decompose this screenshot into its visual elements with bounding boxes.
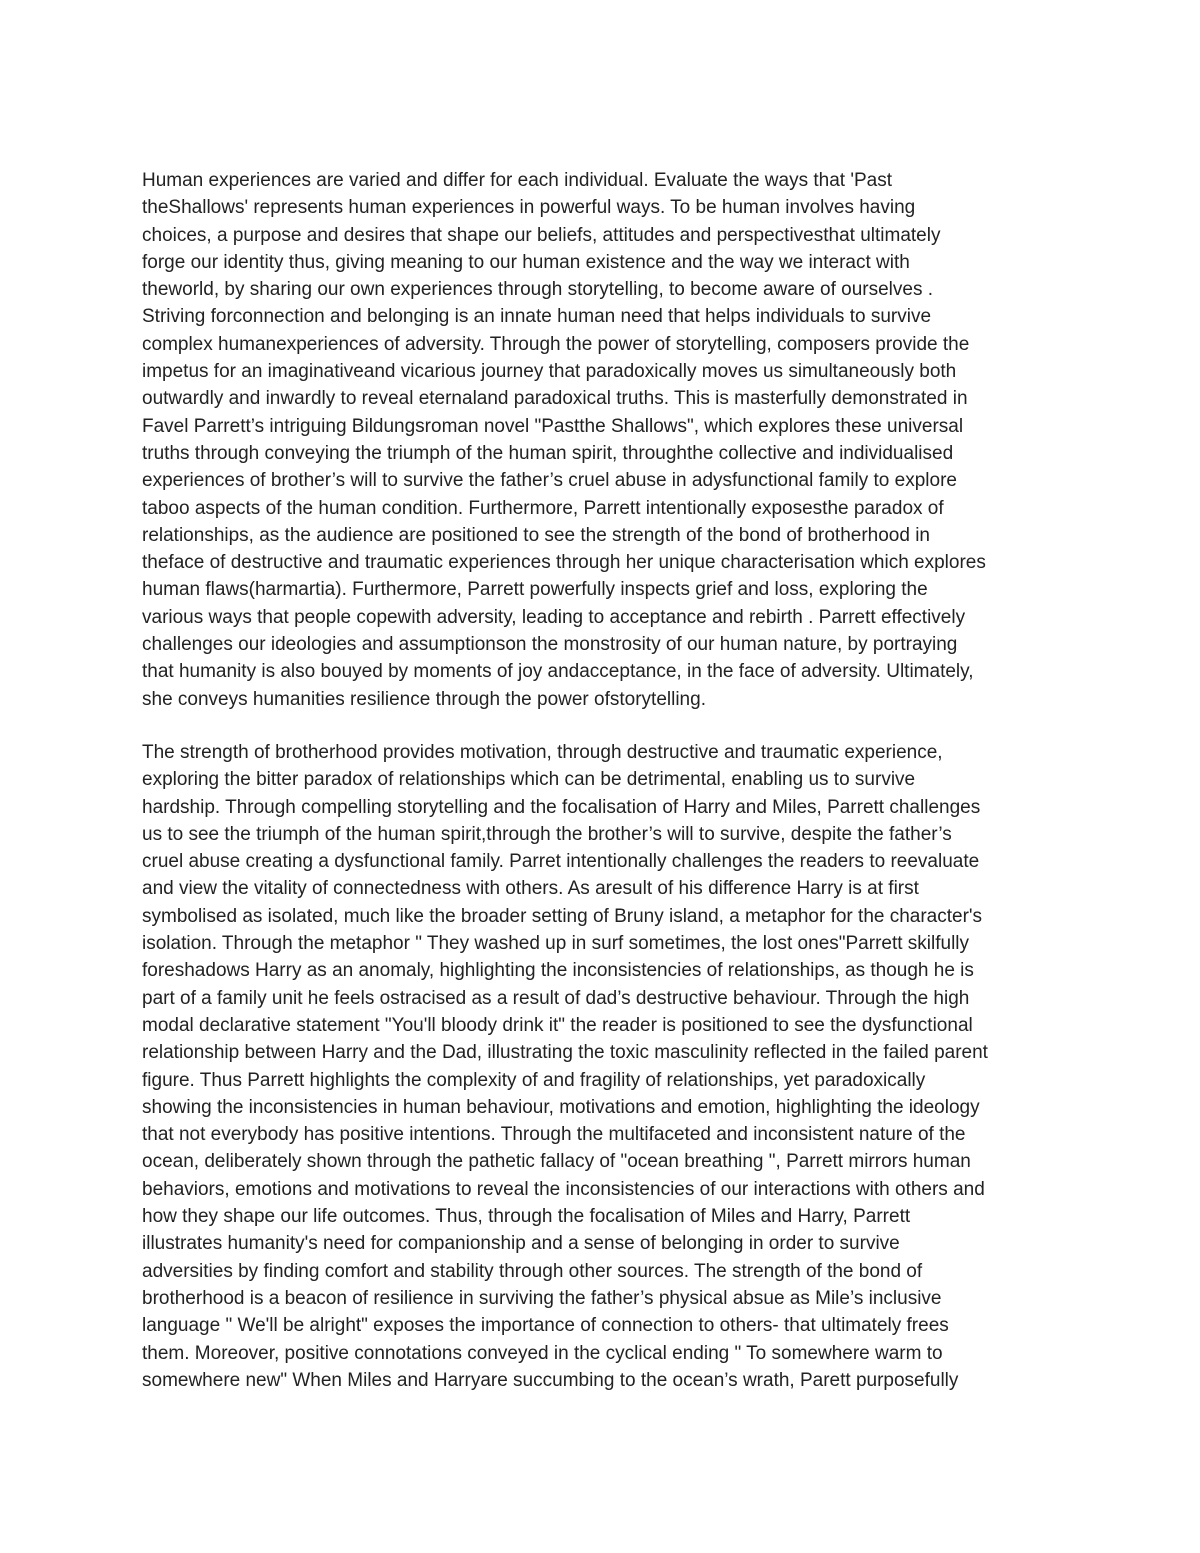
text-line: modal declarative statement "You'll bloody drink it" the reader is positioned to see the dysfunctional [142, 1014, 973, 1036]
text-line: various ways that people copewith adversity, leading to acceptance and rebirth . Parrett effectively [142, 606, 966, 628]
text-line: theworld, by sharing our own experiences through storytelling, to become aware of ourselves . [142, 279, 934, 301]
text-line: that not everybody has positive intentions. Through the multifaceted and inconsistent nature of the [142, 1124, 966, 1146]
text-line: and view the vitality of connectedness with others. As aresult of his difference Harry is at first [142, 878, 919, 900]
text-line: human flaws(harmartia). Furthermore, Parrett powerfully inspects grief and loss, exploring the [142, 579, 928, 601]
text-line: Human experiences are varied and differ for each individual. Evaluate the ways that 'Past [142, 170, 892, 191]
text-line: language " We'll be alright" exposes the importance of connection to others- that ultimately frees [142, 1315, 949, 1337]
text-line: foreshadows Harry as an anomaly, highlighting the inconsistencies of relationships, as though he is [142, 960, 974, 982]
text-line: how they shape our life outcomes. Thus, through the focalisation of Miles and Harry, Parrett [142, 1206, 911, 1228]
text-line: ocean, deliberately shown through the pathetic fallacy of "ocean breathing ", Parrett mirrors human [142, 1151, 971, 1173]
text-line: theShallows' represents human experiences in powerful ways. To be human involves having [142, 197, 916, 219]
text-line: truths through conveying the triumph of the human spirit, throughthe collective and individualised [142, 442, 954, 464]
text-line: impetus for an imaginativeand vicarious journey that paradoxically moves us simultaneously both [142, 361, 957, 383]
text-line: hardship. Through compelling storytelling and the focalisation of Harry and Miles, Parrett challenges [142, 796, 981, 818]
text-line: theface of destructive and traumatic experiences through her unique characterisation which explores [142, 552, 986, 574]
text-line: forge our identity thus, giving meaning to our human existence and the way we interact with [142, 251, 910, 273]
text-line: part of a family unit he feels ostracised as a result of dad’s destructive behaviour. Through the high [142, 987, 970, 1009]
text-line: relationship between Harry and the Dad, illustrating the toxic masculinity reflected in the failed parent [142, 1042, 988, 1064]
text-line: choices, a purpose and desires that shape our beliefs, attitudes and perspectivesthat ultimately [142, 224, 941, 246]
text-line: exploring the bitter paradox of relationships which can be detrimental, enabling us to survive [142, 769, 916, 791]
essay-paragraph-body [142, 739, 1082, 1394]
text-line: complex humanexperiences of adversity. Through the power of storytelling, composers provide the [142, 333, 970, 355]
text-line: brotherhood is a beacon of resilience in surviving the father’s physical absue as Mile’s inclusive [142, 1287, 942, 1309]
text-line: she conveys humanities resilience through the power ofstorytelling. [142, 688, 706, 710]
text-line: Striving forconnection and belonging is an innate human need that helps individuals to survive [142, 306, 932, 328]
text-line: taboo aspects of the human condition. Furthermore, Parrett intentionally exposesthe paradox of [142, 497, 944, 519]
text-line: that humanity is also bouyed by moments of joy andacceptance, in the face of adversity. Ultimately, [142, 661, 974, 683]
text-line: behaviors, emotions and motivations to reveal the inconsistencies of our interactions with others and [142, 1178, 985, 1200]
text-line: The strength of brotherhood provides motivation, through destructive and traumatic experience, [142, 742, 943, 763]
text-line: Favel Parrett’s intriguing Bildungsroman novel "Pastthe Shallows", which explores these universal [142, 415, 964, 437]
text-line: isolation. Through the metaphor " They washed up in surf sometimes, the lost ones"Parrett skilfully [142, 933, 970, 955]
text-line: somewhere new" When Miles and Harryare succumbing to the ocean’s wrath, Parett purposefully [142, 1369, 959, 1391]
text-line: challenges our ideologies and assumptionson the monstrosity of our human nature, by portraying [142, 634, 958, 656]
text-line: cruel abuse creating a dysfunctional family. Parret intentionally challenges the readers to reevaluate [142, 851, 980, 873]
text-line: figure. Thus Parrett highlights the complexity of and fragility of relationships, yet paradoxically [142, 1069, 926, 1091]
text-line: outwardly and inwardly to reveal eternaland paradoxical truths. This is masterfully demonstrated in [142, 388, 968, 410]
text-line: experiences of brother’s will to survive the father’s cruel abuse in adysfunctional family to explore [142, 470, 957, 492]
text-line: us to see the triumph of the human spirit,through the brother’s will to survive, despite the father’s [142, 823, 952, 845]
text-line: adversities by finding comfort and stability through other sources. The strength of the bond of [142, 1260, 923, 1282]
text-line: illustrates humanity's need for companionship and a sense of belonging in order to survive [142, 1233, 900, 1255]
essay-paragraph-introduction [142, 167, 1082, 713]
text-line: them. Moreover, positive connotations conveyed in the cyclical ending " To somewhere warm to [142, 1342, 943, 1364]
text-line: showing the inconsistencies in human behaviour, motivations and emotion, highlighting the ideology [142, 1096, 980, 1118]
text-line: relationships, as the audience are positioned to see the strength of the bond of brotherhood in [142, 524, 930, 546]
text-line: symbolised as isolated, much like the broader setting of Bruny island, a metaphor for the character's [142, 905, 983, 927]
